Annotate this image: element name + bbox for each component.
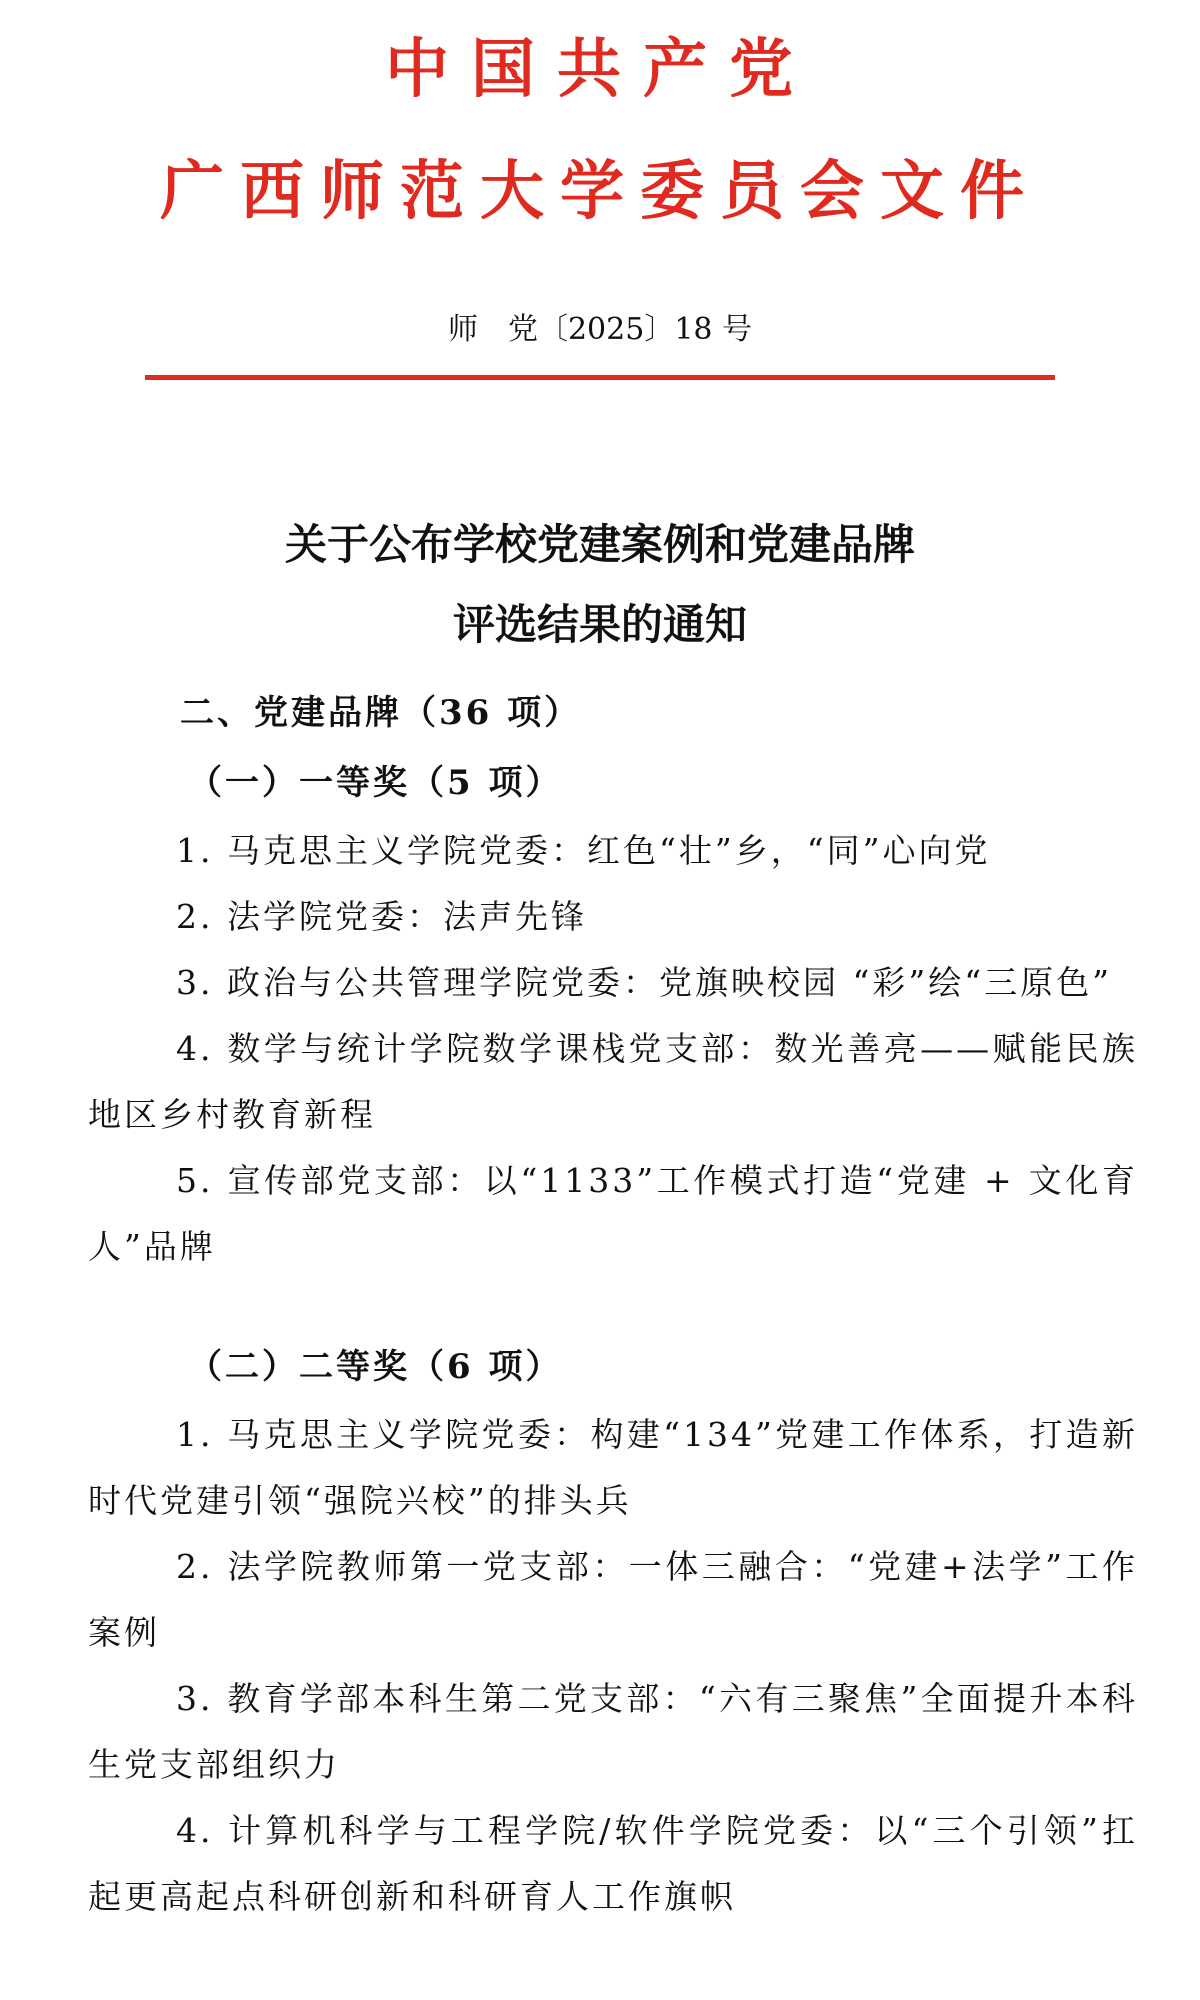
list-item: 4. 数学与统计学院数学课栈党支部：数光善亮——赋能民族地区乡村教育新程 — [88, 1029, 1138, 1134]
award-heading-second-prize: （二）二等奖（6 项） — [188, 1347, 563, 1387]
issuer-party: 中国共产党 — [385, 32, 815, 107]
list-item: 2. 法学院党委：法声先锋 — [176, 897, 587, 936]
list-item: 1. 马克思主义学院党委：构建“134”党建工作体系，打造新时代党建引领“强院兴校”的排头兵 — [88, 1415, 1138, 1520]
document-body — [88, 678, 1138, 1930]
section-heading: 二、党建品牌（36 项） — [180, 693, 582, 733]
list-item: 3. 政治与公共管理学院党委：党旗映校园 “彩”绘“三原色” — [176, 963, 1112, 1002]
issuer-committee: 广西师范大学委员会文件 — [160, 154, 1040, 229]
list-item: 3. 教育学部本科生第二党支部：“六有三聚焦”全面提升本科生党支部组织力 — [88, 1679, 1138, 1784]
document-number: 师 党〔2025〕18 号 — [447, 312, 753, 347]
list-item: 1. 马克思主义学院党委：红色“壮”乡，“同”心向党 — [176, 831, 991, 870]
list-item: 4. 计算机科学与工程学院/软件学院党委：以“三个引领”扛起更高起点科研创新和科研育人工作旗帜 — [88, 1811, 1138, 1916]
red-divider-line — [145, 375, 1055, 380]
award-heading-first-prize: （一）一等奖（5 项） — [188, 763, 563, 803]
document-title-line2: 评选结果的通知 — [452, 600, 747, 649]
document-title-line1: 关于公布学校党建案例和党建品牌 — [284, 520, 915, 569]
list-item: 5. 宣传部党支部：以“1133”工作模式打造“党建 + 文化育人”品牌 — [88, 1161, 1138, 1266]
list-item: 2. 法学院教师第一党支部：一体三融合：“党建+法学”工作案例 — [88, 1547, 1138, 1652]
